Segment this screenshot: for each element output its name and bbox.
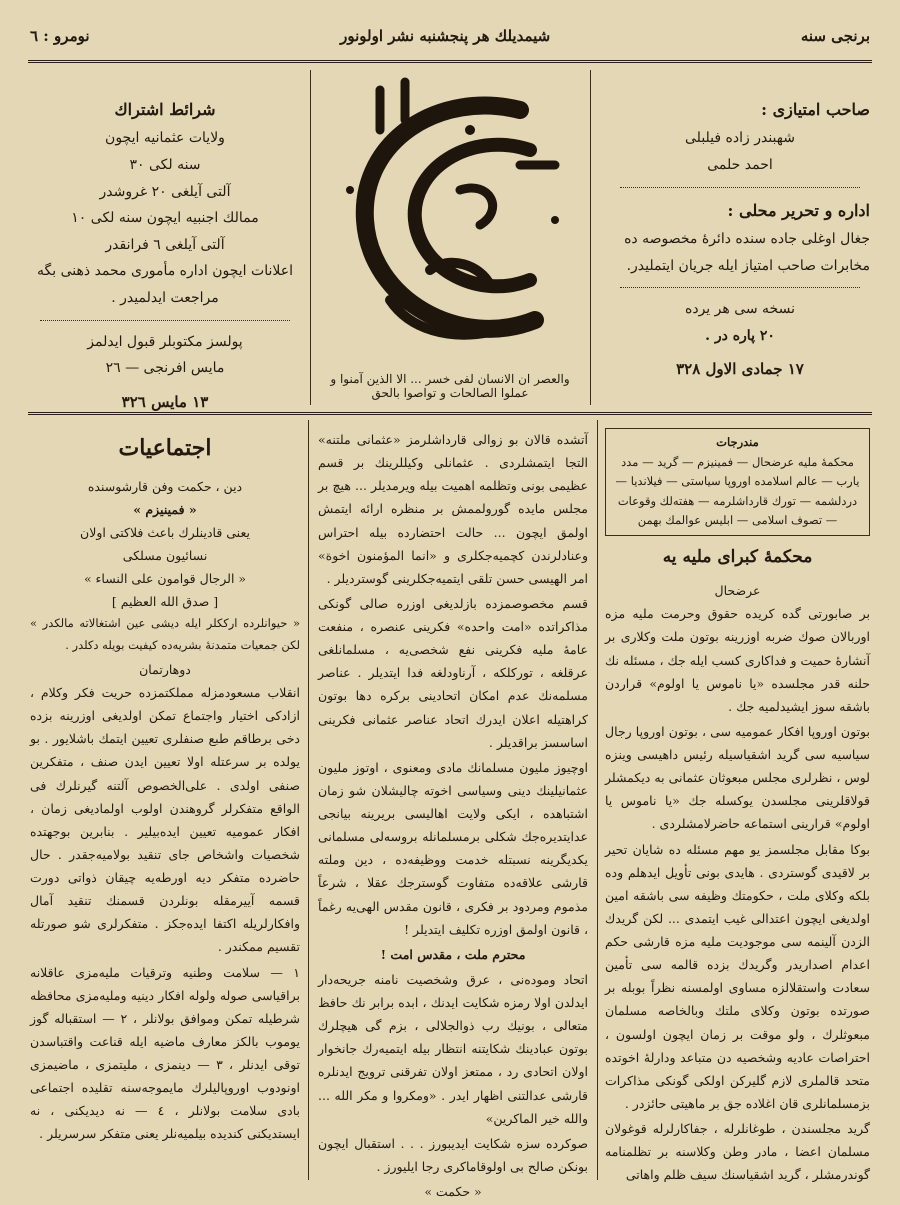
quote-source: [ صدق الله العظیم ] [111,594,219,610]
table-of-contents [605,428,870,536]
paragraph: گرید مجلسندن ، طوغانلرله ، جفاکارلرله قوغولان مسلمان اعضا ، مادر وطن وکلاسنه بر تظلمنامه گوندرمشلر ، گرید اشقیاسنك سیف ظلم واهاتی [605,1121,870,1183]
domestic-line1: ولایات عثمانیه ایچون [105,130,225,147]
header-bar [30,18,870,54]
foreign-line2: آلتی آیلغی ٦ فرانقدر [105,236,225,253]
article-sub1: دین ، حکمت وفن قارشوسنده [87,478,243,494]
paragraph: قسم مخصوصمزده بازلدیغی اوزره صالی گونکی مذاکراتده «امت واحده» فکرینی عنصره ، منفعت عامهٔ ملیه فکرینی نفع شخصی‌یه ، مسلمانلغی عرقلغه ، تورکلکه ، آرناودلغه فدا ایتدیلر . عناصر مسلمه‌نك عدم امکان اتحادینی برکره دها بوتون کراهتیله اعلان ایدرك اتحاد عناصر عثمانی فکرینی اساسسز براقدیلر . [318,595,588,750]
header-rule [28,60,872,63]
price-line1: نسخه سی هر یرده [685,301,795,318]
article-sub2: « فمینیزم » [133,501,197,517]
article-heading-social: اجتماعیات [118,435,212,461]
epigraph-author: دوهارتمان [139,661,191,677]
column-divider-left [308,420,309,1180]
paragraph: انقلاب مسعودمزله مملکتمزده حریت فکر وکلام ، ازادکی اختیار واجتماع تمکن اولدیغی اوزرینه بزده دخی برطاقم طبع صنفلری تعیین ایتمك باشلایور . بو یولده بر سرعتله اولا تعیین ایدن صنف ، متفکرین صنفی اولدی . علی‌الخصوص آلتنه گیرنلرك فی الواقع متفکرلر گروهندن اولوب اولمادیغی زمان ، افکار عمومیه تعیین ایده‌بیلیر . بنابرین بوجهتده شخصیات واشخاص جای تنقید بولامیه‌جقدر . حال حاضرده متفکر دیه اورطه‌یه چیقان ذواتی دورت قسمه آییرمقله بونلردن قسمنك تنقید آمال وافکارلریله اکتفا ایده‌جکز . متفکرلری شو صورتله تقسیم ممکندر . [30,685,300,955]
masthead-left [30,95,300,416]
domestic-line3: آلتی آیلغی ٢٠ غروشدر [99,183,231,200]
price-line2: ٢٠ پاره در . [705,327,775,344]
address-line: محترم ملت ، مقدس امت ! [380,946,526,962]
article-sub4: نسائیون مسلکی [122,548,208,564]
toc-items: محکمهٔ ملیه عرضحال — فمینیزم — گرید — مدد یارب — عالم اسلامده اوروپا سیاستی — فیلاندیا — دردلشمه — تورك قارداشلرمه — هفته‌لك وقوعات — تصوف اسلامی — ابلیس عوالمك بهمن [615,454,860,528]
owner-title: صاحب امتیازی : [761,100,870,119]
column-divider-right [597,420,598,1180]
article-heading-court: محکمهٔ کبرای ملیه یه [662,546,813,567]
article-sub3: یعنی قادینلرك باعث فلاکتی اولان [80,524,250,540]
masthead-divider-left [310,70,311,405]
office-text: جغال اوغلی جاده سنده دائرهٔ مخصوصه ده مخابرات صاحب امتیاز ایله جریان ایتملیدر. [624,230,870,274]
column-left [30,428,300,1148]
divider [620,187,860,188]
masthead-right [610,95,870,384]
paragraph: بوکا مقابل مجلسمز یو مهم مسئله ده شایان تحیر بر لاقیدی گوستردی . هایدی بونی تأویل ایدهلم وده بلکه وکلای ملت ، حکومتك وظیفه سی باشقه امین اولدیغی ایچون اعتدالی غیب ایتمدی ... لکن گریدك الزدن آلینمه سی موجودیت ملیه مزه قارشی حکم اعدام اصداریدر وگریدك بزده قالمه سی تأمین سعادت واستقلالزه مساوی اولمسنه نظراً بوبله بر صورتده بوتون وكلای ملتك وبالخاصه مسلمان مبعوثلرك ، ولو موقت بر زمان ایچون اولسون ، احتراصات عادیه وشخصیه دن متباعد ودارلهٔ اخوتده متحد قالملری لازم گلیرکن اولکی گونکی مذاکرات بزمسلمانلری قان اغلاده جق بر ماهیتی حائزدر . [605,841,870,1111]
foreign-line1: ممالك اجنبیه ایچون سنه لکی ١٠ [71,210,259,227]
year-label: برنجی سنه [800,27,870,45]
paragraph: بوتون اوروپا افکار عمومیه سی ، بوتون اوروپا رجال سیاسیه سی گرید اشقیاسیله رئیس داهیسی وینزه لوس ، نظرلری مجلس مبعوثان عثمانی به دیکمشلر قولاقلرینی مجلسدن یوکسله جك «یا ناموس یا اولوم» قرارینی استماعه حاضرلامشلردی . [605,723,870,832]
column-right [605,428,870,1188]
paragraph: اتحاد وموده‌نی ، عرق وشخصیت نامنه جریحه‌دار ایدلدن اولا رمزه شکایت ایدنك ، ابده برابر نك حافظ متعالی ، بونیك رب ذوالجلالی ، بزم گی هیچلرك بوتون عبادینك شکایتنه انتظار بیله ایتمیه‌رك جانخوار اولان اتحادی رد ، ممتعز اولان تفرقنی ترویج ایدنلره قارشی عدالتنی اظهار ایدر . «ومکروا و مکر الله ... والله خیر الماکرین» [318,971,588,1126]
ads-note: اعلانات ایچون اداره مأموری محمد ذهنی بگه مراجعت ایدلمیدر . [37,263,293,306]
schedule-label: شیمدیلك هر پنجشنبه نشر اولونور [340,27,551,45]
toc-label: مندرجات [716,435,759,449]
rumi-month: مایس افرنجی — ٢٦ [105,360,225,377]
motto: والعصر ان الانسان لفی خسر ... الا الذین آمنوا و عملوا الصالحات و تواصوا بالحق [330,372,570,400]
quote-verse: « الرجال قوامون علی النساء » [83,571,247,587]
owner-line2: احمد حلمی [707,156,773,173]
paragraph: آتشده قالان بو زوالی قارداشلرمز «عثمانی ملتنه» التجا ایتمشلردی . عثمانلی وکیللرینك بر قسم عظیمی بونی وتظلمه اهمیت بیله ویرمدیلر ... هیچ بر مجلس مایده گورولممش بر منظره ارائه ایتمش اولمق ایچون ... حالت احتضارده بیله احتراس وعنادلرندن کچمیه‌جکلری و «انما المؤمنون اخوة» امر الهیسی حسن تلقی ایتمیه‌جکلرینی گوستردیلر . [318,432,588,586]
epigraph: « حیوانلرده ارککلر ایله دیشی عین اشتغالاته مالکدر » لکن جمعیات متمدنهٔ بشریه‌ده کیفیت بویله دکلدر . [30,616,300,652]
domestic-line2: سنه لکی ٣٠ [129,156,201,173]
numbered-list: ١ — سلامت وطنیه وترقیات ملیه‌مزی عاقلانه براقیاسی صوله ولوله افکار دینیه وملیه‌مزی محافظه شرطیله تمکن وموافق بولانلر ، ٢ — استقباله گوز یوموب بالکز معارف ماضیه ایله قناعت واقتباسدن توقی ایدنلر ، ٣ — دینمزی ، ملیتمزی ، ماضیمزی اونودوب اوروپالیلرك مایموجه‌سنه تقلیده اجتماعی بادی سلامت بولانلر ، ٤ — نه دیدیکنی ، نه ایستدیکنی کندیده بیلمیه‌نلر یعنی متفکر سرسریلر . [30,964,301,1142]
divider [620,287,860,288]
issue-number: نومرو : ٦ [30,27,90,45]
subscription-title: شرائط اشتراك [114,100,216,119]
article-subheading-petition: عرضحال [714,583,761,599]
letters-note: پولسز مکتوبلر قبول ایدلمز [87,333,243,350]
rumi-date: ١٣ مایس ٣٢٦ [121,392,209,411]
owner-line1: شهبندر زاده فیلبلی [685,130,795,147]
masthead-divider-right [590,70,591,405]
office-title: اداره و تحریر محلی : [727,200,870,220]
divider [40,320,290,321]
signature: « حکمت » [424,1184,482,1199]
paragraph: اوچیوز ملیون مسلمانك مادی ومعنوی ، اوتوز ملیون عثمانیلینك دینی وسیاسی اخوته چالیشلان شو زمان اشتباهده ، ایکی ولایت اهالیسی بریرینه بیانجی عدایتدیره‌جك شكلی برمسلمانله بروسه‌لی مسلمانی یکدیگرینه نسبتله خدمت ووظیفه‌ده ، دین وملته قارشی علاقه‌ده متفاوت گوسترجك عقلا ، شرعاً مذموم ومردود بر فکری ، قانون مقدس الهی‌یه رغماً ، قانون اولمق اوزره تکلیف ایتدیلر ! [318,759,588,937]
masthead-rule [28,412,872,415]
paragraph: بر صابورتی گده کریده حقوق وحرمت ملیه مزه اوربالان صوك ضربه اوزرینه بوتون ملت وكلاری بر آنشارهٔ حمیت و فداکاری کسب ایله جك ، مسئله نك حلنه قدر مجلسده «یا ناموس یا اولوم» قراردن باشقه سوز ایشیدلمیه جك . [605,606,870,714]
hijri-date: ١٧ جمادی الاول ٣٢٨ [676,360,804,379]
calligraphy-logo [320,70,580,370]
column-middle [318,428,588,1205]
paragraph: صوکرده سزه شکایت ایدیبورز . . . استقبال ایچون بونکن صالح بی اولوقاماکری رجا ایلیورز . [318,1135,588,1174]
